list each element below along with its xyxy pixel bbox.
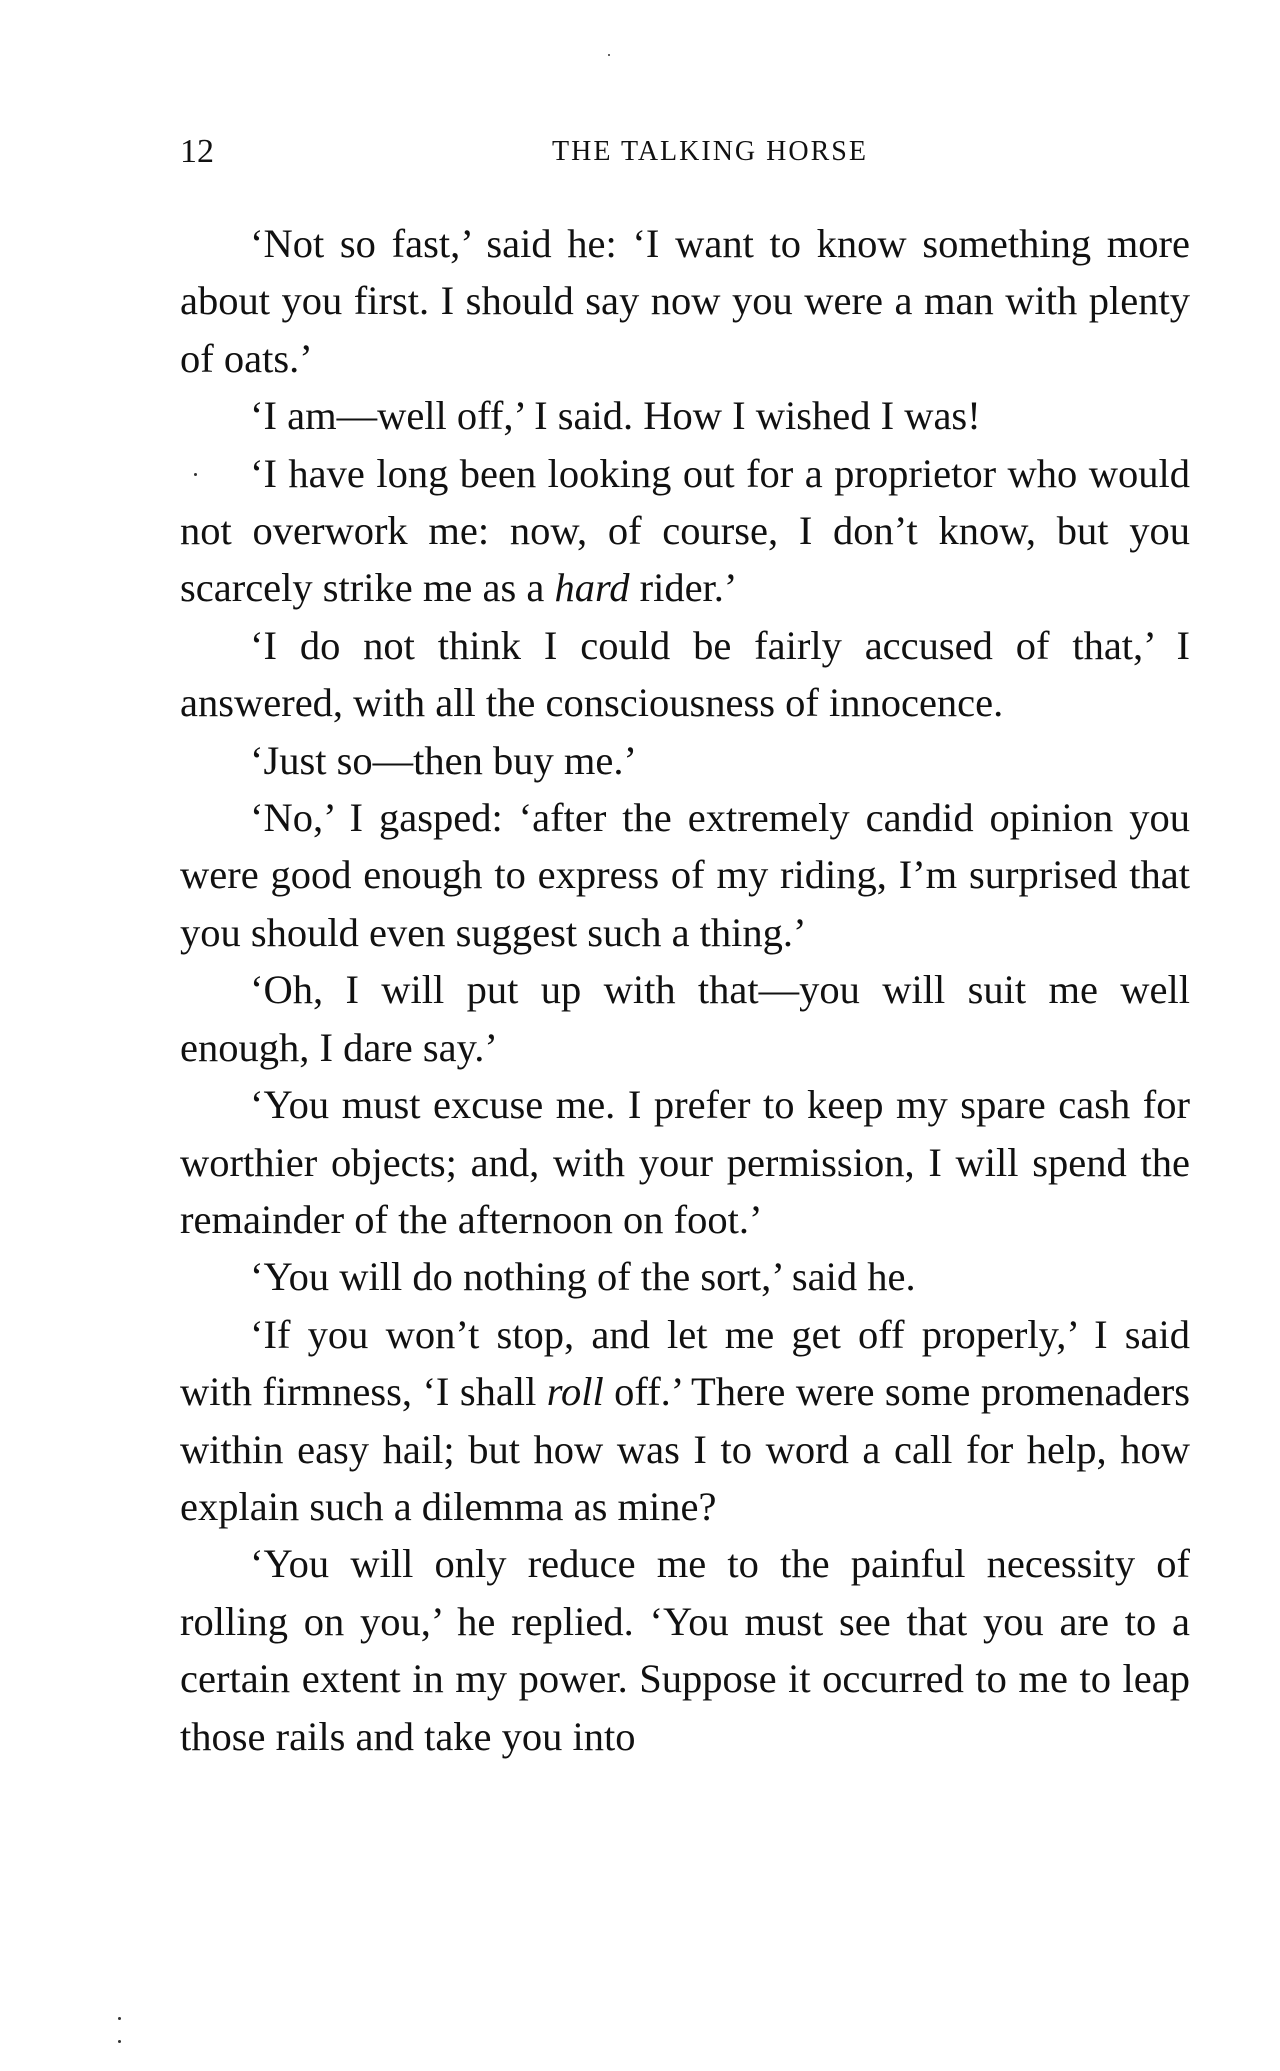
paragraph-8: ‘You must excuse me. I prefer to keep my spare cash for worthier objects; and, with your permission, I will spend the remainder of the afternoon on foot.’ [180,1082,1190,1242]
running-head: THE TALKING HORSE [552,136,868,167]
body-text [180,215,1190,1765]
page-number: 12 [180,133,214,170]
paragraph-3: ‘I have long been looking out for a proprietor who would not overwork me: now, of course, I don’t know, but you scarcely strike me as a hard rider.’ [180,450,1190,611]
print-speck [608,54,610,56]
print-speck [118,2040,121,2043]
page-header [180,132,1190,172]
paragraph-7: ‘Oh, I will put up with that—you will suit me well enough, I dare say.’ [180,967,1190,1070]
paragraph-1: ‘Not so fast,’ said he: ‘I want to know something more about you first. I should say now you were a man with plenty of oats.’ [180,221,1190,381]
italic-word-roll: roll [546,1369,604,1415]
print-speck [194,473,197,476]
print-speck [118,2017,121,2020]
paragraph-4: ‘I do not think I could be fairly accused of that,’ I answered, with all the consciousness of innocence. [180,622,1190,726]
paragraph-2: ‘I am—well off,’ I said. How I wished I was! [250,393,981,439]
paragraph-6: ‘No,’ I gasped: ‘after the extremely candid opinion you were good enough to express of my riding, I’m surprised that you should even suggest such a thing.’ [180,795,1190,955]
italic-word-hard: hard [554,565,630,611]
paragraph-9: ‘You will do nothing of the sort,’ said he. [250,1254,916,1300]
paragraph-5: ‘Just so—then buy me.’ [250,737,637,783]
paragraph-11: ‘You will only reduce me to the painful necessity of rolling on you,’ he replied. ‘You must see that you are to a certain extent in my power. Suppose it occurred to me to leap those rails and take you into [180,1541,1190,1759]
paragraph-10: ‘If you won’t stop, and let me get off properly,’ I said with firmness, ‘I shall roll off.’ There were some promenaders within easy hail; but how was I to word a call for help, how explain such a dilemma as mine? [180,1311,1190,1529]
